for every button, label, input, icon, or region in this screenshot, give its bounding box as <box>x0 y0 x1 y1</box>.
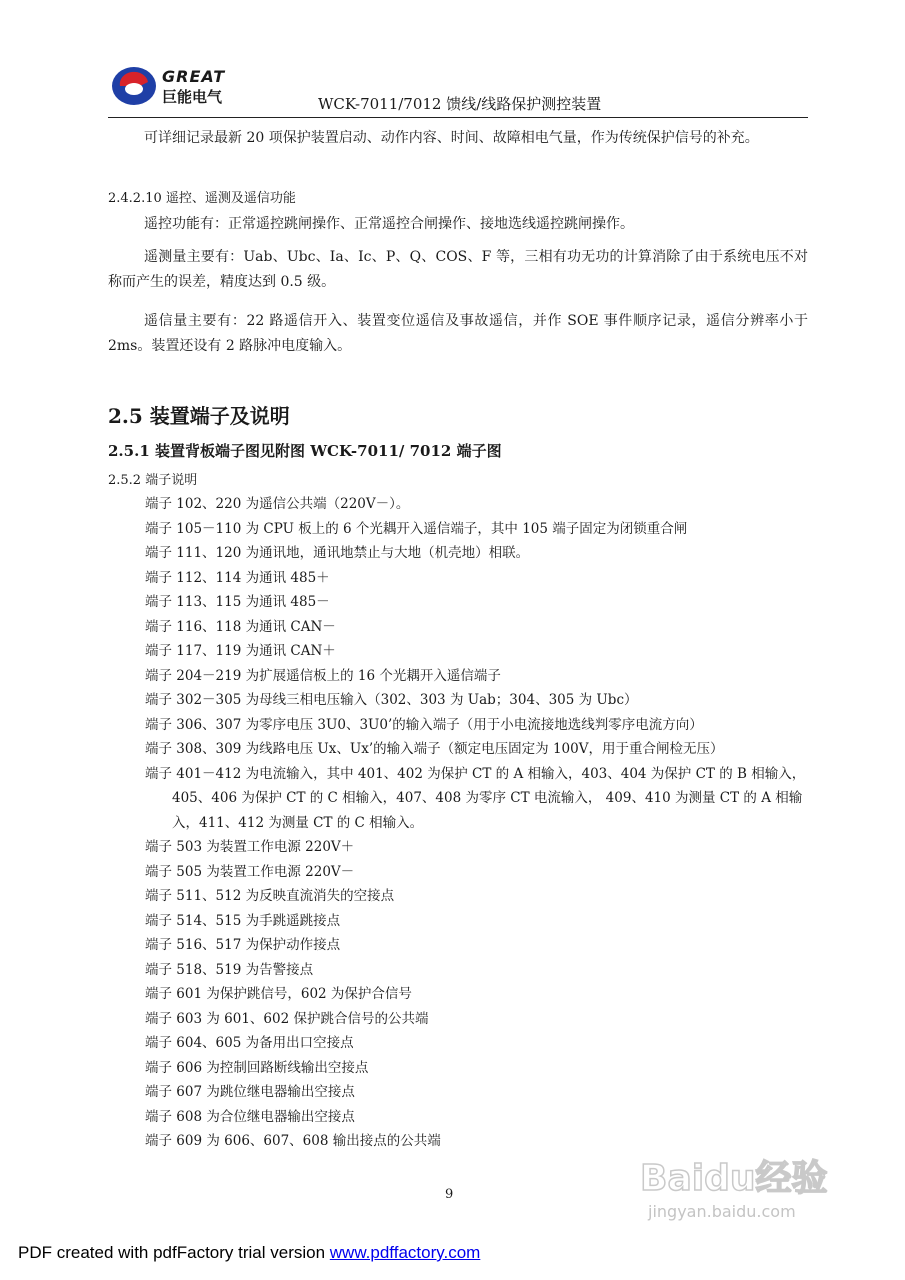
paragraph-telemetry: 遥测量主要有：Uab、Ubc、Ia、Ic、P、Q、COS、F 等，三相有功无功的计算消除了由于系统电压不对称而产生的误差，精度达到 0.5 级。 <box>108 249 808 290</box>
company-logo <box>110 62 240 112</box>
list-item: 端子 401－412 为电流输入，其中 401、402 为保护 CT 的 A 相输入，403、404 为保护 CT 的 B 相输入，405、406 为保护 CT 的 C 相输入，407、408 为零序 CT 电流输入， 409、410 为测量 CT 的 A 相输入，411、412 为测量 CT 的 C 相输入。 <box>145 765 806 831</box>
list-item: 端子 116、118 为通讯 CAN－ <box>145 618 336 635</box>
paragraph-record: 可详细记录最新 20 项保护装置启动、动作内容、时间、故障相电气量，作为传统保护信号的补充。 <box>144 130 759 146</box>
list-item: 端子 505 为装置工作电源 220V－ <box>145 863 355 880</box>
list-item: 端子 604、605 为备用出口空接点 <box>145 1035 354 1051</box>
section-heading-2-5: 2.5 装置端子及说明 <box>108 404 290 428</box>
list-item: 端子 117、119 为通讯 CAN＋ <box>145 643 336 659</box>
list-item: 端子 516、517 为保护动作接点 <box>145 937 341 953</box>
watermark-main-text: Baidu经验 <box>640 1158 828 1199</box>
list-item: 端子 503 为装置工作电源 220V＋ <box>145 839 355 855</box>
watermark-sub-text: jingyan.baidu.com <box>648 1202 796 1221</box>
header-divider <box>108 117 808 118</box>
list-item: 端子 204－219 为扩展遥信板上的 16 个光耦开入遥信端子 <box>145 667 501 684</box>
list-item: 端子 608 为合位继电器输出空接点 <box>145 1108 355 1125</box>
section-heading-2-5-1: 2.5.1 装置背板端子图见附图 WCK-7011/ 7012 端子图 <box>108 442 502 460</box>
list-item: 端子 111、120 为通讯地，通讯地禁止与大地（机壳地）相联。 <box>145 545 530 561</box>
paragraph-remote-control: 遥控功能有：正常遥控跳闸操作、正常遥控合闸操作、接地选线遥控跳闸操作。 <box>144 216 634 232</box>
footer-link[interactable]: www.pdffactory.com <box>329 1243 481 1262</box>
list-item: 端子 112、114 为通讯 485＋ <box>145 569 330 586</box>
list-item: 端子 105－110 为 CPU 板上的 6 个光耦开入遥信端子，其中 105 端子固定为闭锁重合闸 <box>145 520 688 537</box>
list-item: 端子 308、309 为线路电压 Ux、Ux’的输入端子（额定电压固定为 100V，用于重合闸检无压） <box>145 741 724 757</box>
baidu-watermark <box>640 1150 870 1225</box>
document-header-title: WCK-7011/7012 馈线/线路保护测控装置 <box>318 95 602 113</box>
svg-text:巨能电气: 巨能电气 <box>162 88 223 106</box>
list-item: 端子 113、115 为通讯 485－ <box>145 594 330 610</box>
list-item: 端子 302－305 为母线三相电压输入（302、303 为 Uab；304、305 为 Ubc） <box>145 692 638 708</box>
list-item: 端子 601 为保护跳信号，602 为保护合信号 <box>145 986 412 1002</box>
list-item: 端子 306、307 为零序电压 3U0、3U0’的输入端子（用于小电流接地选线判零序电流方向） <box>145 716 703 733</box>
list-item: 端子 609 为 606、607、608 输出接点的公共端 <box>145 1133 441 1149</box>
list-item: 端子 603 为 601、602 保护跳合信号的公共端 <box>145 1010 429 1027</box>
page-number: 9 <box>445 1187 454 1202</box>
list-item: 端子 514、515 为手跳遥跳接点 <box>145 912 341 929</box>
pdf-footer <box>18 1243 480 1263</box>
list-item: 端子 607 为跳位继电器输出空接点 <box>145 1084 355 1100</box>
list-item: 端子 102、220 为遥信公共端（220V－）。 <box>145 496 410 512</box>
section-heading-2-5-2: 2.5.2 端子说明 <box>108 473 198 488</box>
list-item: 端子 511、512 为反映直流消失的空接点 <box>145 888 395 904</box>
footer-text: PDF created with pdfFactory trial version <box>18 1243 330 1262</box>
terminal-list <box>145 492 810 1154</box>
section-heading-2-4-2-10: 2.4.2.10 遥控、遥测及遥信功能 <box>108 191 296 206</box>
list-item: 端子 518、519 为告警接点 <box>145 961 314 978</box>
paragraph-telesignal: 遥信量主要有：22 路遥信开入、装置变位遥信及事故遥信，并作 SOE 事件顺序记录，遥信分辨率小于 2ms。装置还设有 2 路脉冲电度输入。 <box>108 313 808 354</box>
svg-text:GREAT: GREAT <box>162 67 226 86</box>
list-item: 端子 606 为控制回路断线输出空接点 <box>145 1059 369 1076</box>
